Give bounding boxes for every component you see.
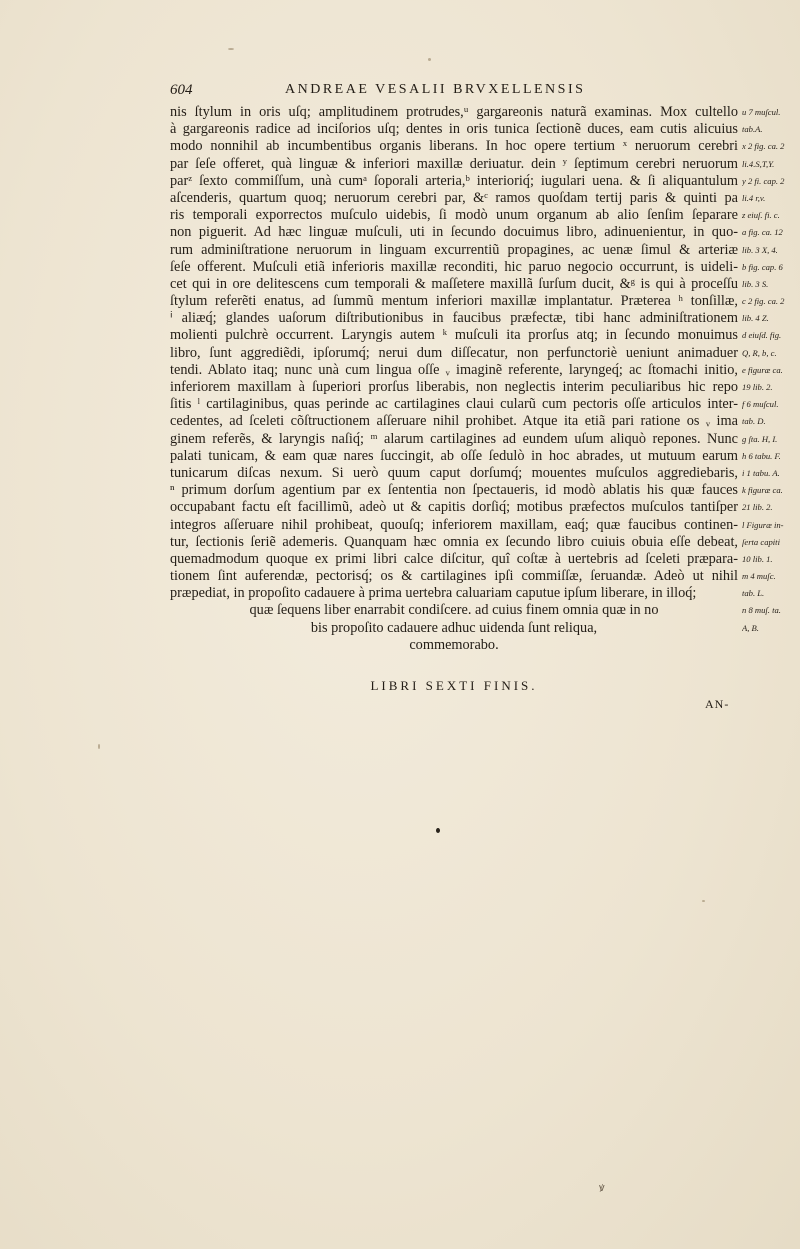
text-line: rum adminiſtratione neruorum in linguam excurrentiũ propagines, ac uenæ ſimul & arteriæ <box>170 241 738 258</box>
margin-note: li.4.S,T,Y. <box>742 158 775 169</box>
text-line: integros aſſeruare nihil prohibeat, quouſq; inferiorem maxillam, eaq́; quæ faucibus continen- <box>170 516 738 533</box>
text-line: molienti pulchrè occurrent. Laryngis autem ᵏ muſculi ita prorſus atq; in ſecundo monuimus <box>170 327 738 344</box>
text-line: ⁿ primum dorſum agentium par ex ſententia non ſpectaueris, id modò ablatis his quæ fauces <box>170 482 738 499</box>
text-line: cet qui in ore delitescens cum temporali & maſſetere maxillã ſurſum ducit, &ᵍ is qui à proceſſu <box>170 275 738 292</box>
text-line: inferiorem maxillam à ſuperiori prorſus liberabis, non neglectis interim peculiaribus hic repo <box>170 379 738 395</box>
paper-speck <box>98 744 100 749</box>
margin-note: h 6 tabu. F. <box>742 450 781 461</box>
paper-speck <box>228 48 234 50</box>
text-line: tur, ſectionis ſeriẽ ademeris. Quanquam hæc omnia ex ſecundo libro cuiuis obuia eſſe debeat, <box>170 533 738 550</box>
text-line: tendi. Ablato itaq; nunc unà cum lingua oſſe ᵥ imaginẽ referente, laryngeq́; ac ſtomachi initio, <box>170 361 738 378</box>
margin-note: x 2 fig. ca. 2 <box>742 141 785 152</box>
margin-note: A, B. <box>742 622 759 633</box>
text-line: quæ ſequens liber enarrabit condiſcere. ad cuius finem omnia quæ in no <box>249 602 659 619</box>
margin-note: c 2 fig. ca. 2 <box>742 296 785 307</box>
running-head: ANDREAE VESALII BRVXELLENSIS <box>285 82 586 97</box>
book-end-colophon: LIBRI SEXTI FINIS. <box>370 678 538 693</box>
margin-note: d eiuſd. fig. <box>742 330 782 341</box>
margin-note: e figuræ ca. <box>742 364 783 375</box>
margin-note: lib. 3 X, 4. <box>742 244 778 255</box>
text-line: ſtylum referẽti enatus, ad ſummũ mentum inferiori maxillæ implantatur. Præterea ʰ tonſillæ, <box>170 293 738 310</box>
text-line: ſitis ˡ cartilaginibus, quas perinde ac cartilagines claui cularũ cum pectoris oſſe articulos inter- <box>170 396 738 413</box>
paper-speck <box>428 58 431 61</box>
text-line: ginem referẽs, & laryngis naſiq́; ᵐ alarum cartilagines ad eundem uſum aliquò repones. Nunc <box>170 430 738 447</box>
paper-speck <box>702 900 705 902</box>
margin-note: tab. L. <box>742 588 765 599</box>
margin-note: lib. 3 S. <box>742 278 769 289</box>
text-line: non piguerit. Ad hæc linguæ muſculi, uti in ſecundo docuimus libro, adinuenientur, in quo- <box>170 224 738 241</box>
text-line: ris temporali exporrectos muſculo uidebis, ſi modò unum organum ab alio ſenſim ſeparare <box>170 207 738 224</box>
margin-note: li.4 r,v. <box>742 192 766 203</box>
text-line: libro, ſunt aggrediẽdi, ipſorumq́; nerui dum diſſecatur, non perfunctoriè ueniunt animaduer <box>170 344 738 361</box>
text-line: palati tunicam, & eam quæ nares ſuccingit, ab oſſe ſedulò in hoc abrades, ut mutuum earum <box>170 447 738 464</box>
margin-note: ſerta capiti <box>742 536 780 547</box>
margin-note: 19 lib. 2. <box>742 382 773 392</box>
page-header <box>170 80 740 102</box>
text-line: à gargareonis radice ad inciſorios uſq; dentes in oris tunica ſectionẽ duces, eam cutis alicuius <box>170 121 738 138</box>
margin-note: tab. D. <box>742 416 766 427</box>
margin-notes <box>742 104 798 637</box>
text-line: nis ſtylum in oris uſq; amplitudinem protrudes,ᵘ gargareonis naturã examinas. Mox cultello <box>170 104 738 120</box>
text-line: ſeſe offerent. Muſculi etiã inferioris maxillæ reconditi, hic paruo negocio occurrunt, is uideli- <box>170 258 738 275</box>
margin-note: tab.A. <box>742 124 763 135</box>
text-line: tionem ſint auferendæ, pectorisq́; os & cartilagines ipſi commiſſæ, ſeruandæ. Adeò ut nihil <box>170 568 738 585</box>
footer-mark: ꝟ <box>599 1182 605 1194</box>
catchword: AN- <box>705 697 730 711</box>
margin-note: f 6 muſcul. <box>742 399 779 410</box>
margin-note: u 7 muſcul. <box>742 107 781 117</box>
ink-dot <box>436 828 440 833</box>
margin-note: 10 lib. 1. <box>742 553 773 564</box>
text-line: occupabant factu eſt facillimũ, adeò ut & capitis dorſiq́; motibus præfectos muſculos tantiſper <box>170 499 738 516</box>
text-line: præpediat, in propoſito cadauere à prima uertebra caluariam caputue ipſum liberare, in illoq́; <box>170 585 697 602</box>
margin-note: y 2 fi. cap. 2 <box>742 175 785 186</box>
margin-note: k figuræ ca. <box>742 485 783 496</box>
margin-note: Q, R, b, c. <box>742 347 777 358</box>
text-line: modo nonnihil ab incumbentibus organis liberans. In hoc opere tertium ˣ neruorum cerebri <box>170 138 738 155</box>
margin-note: i 1 tabu. A. <box>742 467 780 478</box>
margin-note: g ſta. H, I. <box>742 433 778 444</box>
margin-note: lib. 4 Z. <box>742 313 769 324</box>
text-line: quemadmodum quoque ex primi libri calce diſcitur, quî coſtæ à uertebris ad ſceleti præpara- <box>170 550 738 567</box>
margin-note: 21 lib. 2. <box>742 502 773 513</box>
text-line: ⁱ aliæq́; glandes uaſorum diſtributionibus in faucibus præfectæ, tibi hanc adminiſtrationem <box>170 310 738 327</box>
text-line: parᶻ ſexto commiſſum, unà cumᵃ ſoporali arteria,ᵇ interioriq́; iugulari uena. & ſi aliquantulum <box>170 172 738 189</box>
text-line: tunicarum diſcas nexum. Si uerò quum caput dorſumq́; mouentes muſculos aggrediebaris, <box>170 464 738 481</box>
page-number: 604 <box>170 82 193 98</box>
margin-note: n 8 muſ. ta. <box>742 605 781 616</box>
margin-note: m 4 muſc. <box>742 571 776 582</box>
text-line: commemorabo. <box>409 636 499 653</box>
text-line: cedentes, ad ſceleti cõſtructionem aſſeruare nihil prohibet. Atque ita etiã pari ratione os ᵥ ima <box>170 413 738 430</box>
text-line: bis propoſito cadauere adhuc uidenda ſunt reliqua, <box>310 619 598 636</box>
text-line: aſcenderis, quartum quoq; neruorum cerebri par, &ᶜ ramos quoſdam tertij paris & quinti pa <box>170 189 738 206</box>
margin-note: a fig. ca. 12 <box>742 227 783 238</box>
main-text-block <box>170 104 738 654</box>
margin-note: b fig. cap. 6 <box>742 261 783 272</box>
text-line: par ſeſe offeret, quà linguæ & inferiori maxillæ deriuatur. dein ʸ ſeptimum cerebri neruorum <box>170 155 738 172</box>
margin-note: z eiuſ. fi. c. <box>742 210 780 221</box>
margin-note: l Figuræ in- <box>742 519 784 530</box>
